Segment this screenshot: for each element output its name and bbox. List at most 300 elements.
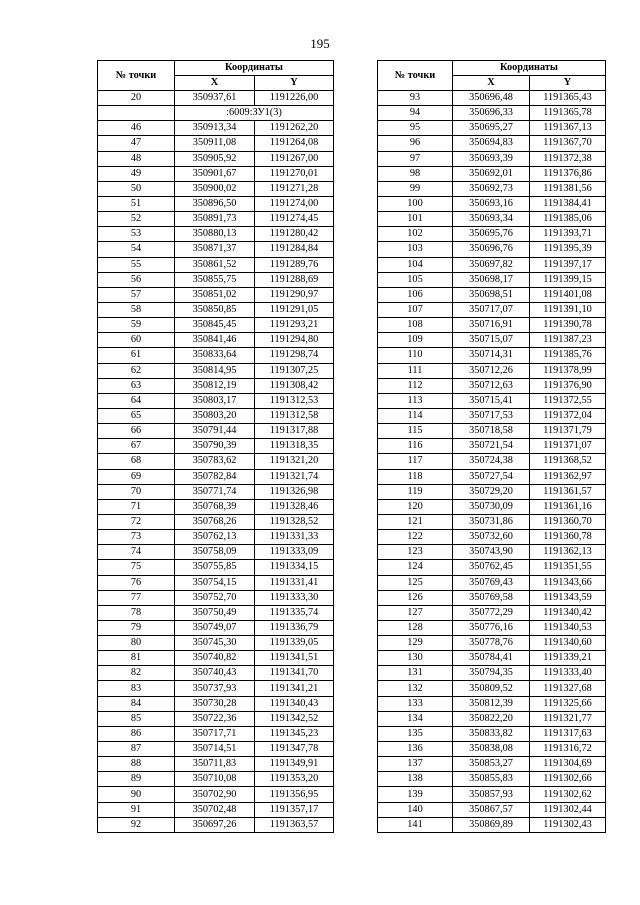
table-row: [378, 257, 606, 272]
table-row: [378, 242, 606, 257]
point-number-cell: 65: [98, 408, 175, 423]
table-row: [378, 393, 606, 408]
table-row: [98, 121, 334, 136]
y-coordinate-cell: 1191341,70: [255, 666, 334, 681]
x-coordinate-cell: 350869,89: [453, 817, 530, 832]
x-coordinate-cell: 350697,26: [175, 817, 255, 832]
point-number-header: № точки: [378, 61, 453, 91]
y-coordinate-cell: 1191361,57: [530, 484, 606, 499]
x-coordinate-cell: 350693,39: [453, 151, 530, 166]
x-coordinate-cell: 350712,26: [453, 363, 530, 378]
point-number-cell: 78: [98, 605, 175, 620]
point-number-cell: 103: [378, 242, 453, 257]
page-number: 195: [310, 36, 330, 51]
point-number-cell: 126: [378, 590, 453, 605]
table-row: [378, 560, 606, 575]
table-row: [378, 151, 606, 166]
y-coordinate-cell: 1191288,69: [255, 272, 334, 287]
y-coordinate-cell: 1191347,78: [255, 742, 334, 757]
y-coordinate-cell: 1191391,10: [530, 302, 606, 317]
x-coordinate-cell: 350871,37: [175, 242, 255, 257]
x-coordinate-cell: 350693,34: [453, 212, 530, 227]
table-row: [98, 227, 334, 242]
y-coordinate-cell: 1191340,53: [530, 620, 606, 635]
y-coordinate-cell: 1191341,51: [255, 651, 334, 666]
x-coordinate-cell: 350905,92: [175, 151, 255, 166]
point-number-cell: 72: [98, 514, 175, 529]
point-number-cell: 132: [378, 681, 453, 696]
table-row: [378, 817, 606, 832]
y-coordinate-cell: 1191376,90: [530, 378, 606, 393]
x-coordinate-cell: 350740,82: [175, 651, 255, 666]
y-coordinate-cell: 1191361,16: [530, 499, 606, 514]
table-row: [98, 772, 334, 787]
x-coordinate-cell: 350778,76: [453, 636, 530, 651]
table-row: [98, 408, 334, 423]
table-row: [378, 530, 606, 545]
table-row: [378, 742, 606, 757]
point-number-cell: 93: [378, 91, 453, 106]
point-number-header: № точки: [98, 61, 175, 91]
y-coordinate-cell: 1191339,21: [530, 651, 606, 666]
point-number-cell: 76: [98, 575, 175, 590]
table-row: [98, 817, 334, 832]
y-coordinate-cell: 1191401,08: [530, 287, 606, 302]
x-coordinate-cell: 350851,02: [175, 287, 255, 302]
point-number-cell: 137: [378, 757, 453, 772]
x-coordinate-cell: 350755,85: [175, 560, 255, 575]
x-coordinate-cell: 350841,46: [175, 333, 255, 348]
table-row: [378, 318, 606, 333]
y-coordinate-cell: 1191390,78: [530, 318, 606, 333]
point-number-cell: 100: [378, 196, 453, 211]
point-number-cell: 81: [98, 651, 175, 666]
y-coordinate-cell: 1191340,43: [255, 696, 334, 711]
table-row: [378, 227, 606, 242]
table-row: [98, 560, 334, 575]
x-coordinate-cell: 350838,08: [453, 742, 530, 757]
y-coordinate-cell: 1191335,74: [255, 605, 334, 620]
point-number-cell: 122: [378, 530, 453, 545]
parcel-id-cell: :6009:ЗУ1(3): [175, 106, 334, 121]
y-coordinate-cell: 1191365,78: [530, 106, 606, 121]
table-row: [378, 605, 606, 620]
point-number-cell: 114: [378, 408, 453, 423]
x-coordinate-cell: 350790,39: [175, 439, 255, 454]
point-number-cell: 55: [98, 257, 175, 272]
x-coordinate-cell: 350812,19: [175, 378, 255, 393]
x-coordinate-cell: 350855,83: [453, 772, 530, 787]
point-number-cell: 136: [378, 742, 453, 757]
point-number-cell: 69: [98, 469, 175, 484]
x-coordinate-cell: 350711,83: [175, 757, 255, 772]
table-row: [98, 530, 334, 545]
table-row: [98, 636, 334, 651]
y-coordinate-cell: 1191284,84: [255, 242, 334, 257]
point-number-cell: 85: [98, 711, 175, 726]
point-number-cell: 138: [378, 772, 453, 787]
point-number-cell: 92: [98, 817, 175, 832]
x-coordinate-cell: 350880,13: [175, 227, 255, 242]
point-number-cell: 109: [378, 333, 453, 348]
x-coordinate-cell: 350724,38: [453, 454, 530, 469]
table-row: [98, 151, 334, 166]
table-row: [378, 166, 606, 181]
y-coordinate-cell: 1191321,20: [255, 454, 334, 469]
x-coordinate-cell: 350694,83: [453, 136, 530, 151]
y-coordinate-cell: 1191226,00: [255, 91, 334, 106]
x-coordinate-cell: 350729,20: [453, 484, 530, 499]
table-row: [378, 666, 606, 681]
x-coordinate-cell: 350740,43: [175, 666, 255, 681]
point-number-cell: 108: [378, 318, 453, 333]
y-coordinate-cell: 1191363,57: [255, 817, 334, 832]
x-coordinate-cell: 350745,30: [175, 636, 255, 651]
point-number-cell: 139: [378, 787, 453, 802]
x-coordinate-cell: 350743,90: [453, 545, 530, 560]
table-row: [98, 272, 334, 287]
x-coordinate-cell: 350803,20: [175, 408, 255, 423]
y-coordinate-cell: 1191372,04: [530, 408, 606, 423]
table-row: [98, 242, 334, 257]
table-row: [378, 181, 606, 196]
y-coordinate-cell: 1191362,13: [530, 545, 606, 560]
y-coordinate-cell: 1191343,59: [530, 590, 606, 605]
point-number-cell: 53: [98, 227, 175, 242]
table-row: [378, 106, 606, 121]
table-row: [378, 333, 606, 348]
y-coordinate-cell: 1191385,76: [530, 348, 606, 363]
x-coordinate-cell: 350769,43: [453, 575, 530, 590]
point-number-cell: 77: [98, 590, 175, 605]
point-number-cell: 48: [98, 151, 175, 166]
y-coordinate-cell: 1191372,55: [530, 393, 606, 408]
table-row: [378, 363, 606, 378]
table-row: [98, 499, 334, 514]
table-row: [98, 545, 334, 560]
point-number-cell: 58: [98, 302, 175, 317]
table-row: [378, 91, 606, 106]
table-row: [98, 363, 334, 378]
point-number-cell: 60: [98, 333, 175, 348]
point-number-cell: 87: [98, 742, 175, 757]
table-row: [378, 424, 606, 439]
point-number-cell: 134: [378, 711, 453, 726]
point-number-cell: 118: [378, 469, 453, 484]
table-row: [378, 196, 606, 211]
x-coordinate-cell: 350857,93: [453, 787, 530, 802]
x-coordinate-cell: 350718,58: [453, 424, 530, 439]
x-coordinate-cell: 350803,17: [175, 393, 255, 408]
y-coordinate-cell: 1191345,23: [255, 726, 334, 741]
x-coordinate-cell: 350732,60: [453, 530, 530, 545]
table-row: [98, 318, 334, 333]
y-coordinate-cell: 1191368,52: [530, 454, 606, 469]
y-coordinate-cell: 1191360,78: [530, 530, 606, 545]
table-row: [378, 757, 606, 772]
x-coordinate-cell: 350714,51: [175, 742, 255, 757]
x-coordinate-cell: 350750,49: [175, 605, 255, 620]
x-coordinate-cell: 350692,73: [453, 181, 530, 196]
point-number-cell: 88: [98, 757, 175, 772]
y-coordinate-cell: 1191387,23: [530, 333, 606, 348]
x-coordinate-cell: 350714,31: [453, 348, 530, 363]
point-number-cell: 140: [378, 802, 453, 817]
x-coordinate-cell: 350913,34: [175, 121, 255, 136]
x-coordinate-cell: 350695,76: [453, 227, 530, 242]
x-coordinate-cell: 350737,93: [175, 681, 255, 696]
y-coordinate-cell: 1191362,97: [530, 469, 606, 484]
x-coordinate-cell: 350845,45: [175, 318, 255, 333]
coordinates-table-right: [377, 60, 606, 833]
x-coordinate-cell: 350715,41: [453, 393, 530, 408]
point-number-cell: 46: [98, 121, 175, 136]
x-coordinate-cell: 350861,52: [175, 257, 255, 272]
y-coordinate-cell: 1191393,71: [530, 227, 606, 242]
table-row: [98, 302, 334, 317]
point-number-cell: 116: [378, 439, 453, 454]
x-coordinate-cell: 350771,74: [175, 484, 255, 499]
table-row: [98, 605, 334, 620]
x-coordinate-cell: 350762,45: [453, 560, 530, 575]
y-coordinate-cell: 1191304,69: [530, 757, 606, 772]
y-coordinate-cell: 1191340,42: [530, 605, 606, 620]
table-row: [378, 439, 606, 454]
table-row: [98, 484, 334, 499]
point-number-cell: 99: [378, 181, 453, 196]
y-coordinate-cell: 1191333,30: [255, 590, 334, 605]
x-coordinate-cell: 350752,70: [175, 590, 255, 605]
y-coordinate-cell: 1191365,43: [530, 91, 606, 106]
y-coordinate-cell: 1191367,13: [530, 121, 606, 136]
y-coordinate-cell: 1191371,07: [530, 439, 606, 454]
table-row: [378, 590, 606, 605]
point-number-cell: 125: [378, 575, 453, 590]
point-number-cell: 111: [378, 363, 453, 378]
table-row: [378, 408, 606, 423]
table-row: [378, 499, 606, 514]
x-coordinate-cell: 350867,57: [453, 802, 530, 817]
point-number-cell: 113: [378, 393, 453, 408]
x-coordinate-cell: 350712,63: [453, 378, 530, 393]
x-coordinate-cell: 350911,08: [175, 136, 255, 151]
y-coordinate-cell: 1191381,56: [530, 181, 606, 196]
x-coordinate-cell: 350769,58: [453, 590, 530, 605]
y-coordinate-cell: 1191302,43: [530, 817, 606, 832]
point-number-cell: 117: [378, 454, 453, 469]
y-coordinate-cell: 1191376,86: [530, 166, 606, 181]
table-row: [98, 711, 334, 726]
y-coordinate-cell: 1191371,79: [530, 424, 606, 439]
y-coordinate-cell: 1191340,60: [530, 636, 606, 651]
y-coordinate-cell: 1191372,38: [530, 151, 606, 166]
x-coordinate-cell: 350776,16: [453, 620, 530, 635]
x-coordinate-cell: 350692,01: [453, 166, 530, 181]
table-row: [378, 575, 606, 590]
point-number-cell: 127: [378, 605, 453, 620]
table-section-row: [98, 106, 334, 121]
y-coordinate-cell: 1191385,06: [530, 212, 606, 227]
point-number-cell: 119: [378, 484, 453, 499]
point-number-cell: 84: [98, 696, 175, 711]
point-number-cell: 135: [378, 726, 453, 741]
y-coordinate-cell: 1191351,55: [530, 560, 606, 575]
y-coordinate-cell: 1191356,95: [255, 787, 334, 802]
x-coordinate-cell: 350833,64: [175, 348, 255, 363]
coordinates-header: Координаты: [453, 61, 606, 76]
table-row: [98, 666, 334, 681]
point-number-cell: 89: [98, 772, 175, 787]
x-coordinate-cell: 350730,09: [453, 499, 530, 514]
table-row: [98, 378, 334, 393]
y-coordinate-cell: 1191378,99: [530, 363, 606, 378]
y-coordinate-cell: 1191291,05: [255, 302, 334, 317]
table-row: [378, 726, 606, 741]
table-row: [98, 454, 334, 469]
table-body-right: [378, 91, 606, 833]
point-number-cell: 141: [378, 817, 453, 832]
table-row: [98, 393, 334, 408]
y-coordinate-cell: 1191280,42: [255, 227, 334, 242]
table-row: [98, 333, 334, 348]
point-number-cell: 82: [98, 666, 175, 681]
y-coordinate-cell: 1191270,01: [255, 166, 334, 181]
point-number-cell: 75: [98, 560, 175, 575]
x-column-header: X: [175, 76, 255, 91]
point-number-cell: 49: [98, 166, 175, 181]
x-coordinate-cell: 350794,35: [453, 666, 530, 681]
x-coordinate-cell: 350693,16: [453, 196, 530, 211]
y-coordinate-cell: 1191298,74: [255, 348, 334, 363]
point-number-cell: 47: [98, 136, 175, 151]
x-coordinate-cell: 350812,39: [453, 696, 530, 711]
x-coordinate-cell: 350702,48: [175, 802, 255, 817]
point-number-cell: 70: [98, 484, 175, 499]
x-coordinate-cell: 350717,71: [175, 726, 255, 741]
table-row: [98, 166, 334, 181]
table-row: [378, 620, 606, 635]
y-coordinate-cell: 1191349,91: [255, 757, 334, 772]
table-body-left: [98, 91, 334, 833]
point-number-cell: 104: [378, 257, 453, 272]
y-coordinate-cell: 1191326,98: [255, 484, 334, 499]
x-coordinate-cell: 350900,02: [175, 181, 255, 196]
table-row: [98, 787, 334, 802]
point-number-cell: 68: [98, 454, 175, 469]
x-coordinate-cell: 350722,36: [175, 711, 255, 726]
table-row: [378, 287, 606, 302]
y-coordinate-cell: 1191328,52: [255, 514, 334, 529]
table-row: [98, 514, 334, 529]
x-coordinate-cell: 350937,61: [175, 91, 255, 106]
table-row: [98, 757, 334, 772]
x-coordinate-cell: 350696,33: [453, 106, 530, 121]
point-number-cell: 80: [98, 636, 175, 651]
table-row: [378, 212, 606, 227]
point-number-cell: 57: [98, 287, 175, 302]
table-row: [98, 742, 334, 757]
table-row: [98, 651, 334, 666]
point-number-cell: 64: [98, 393, 175, 408]
point-number-cell: 56: [98, 272, 175, 287]
x-coordinate-cell: 350749,07: [175, 620, 255, 635]
table-row: [378, 636, 606, 651]
y-coordinate-cell: 1191302,62: [530, 787, 606, 802]
x-coordinate-cell: 350850,85: [175, 302, 255, 317]
x-coordinate-cell: 350896,50: [175, 196, 255, 211]
x-coordinate-cell: 350772,29: [453, 605, 530, 620]
y-coordinate-cell: 1191341,21: [255, 681, 334, 696]
table-row: [98, 439, 334, 454]
y-coordinate-cell: 1191271,28: [255, 181, 334, 196]
point-number-cell: 66: [98, 424, 175, 439]
point-number-cell: 94: [378, 106, 453, 121]
y-coordinate-cell: 1191264,08: [255, 136, 334, 151]
table-row: [378, 545, 606, 560]
x-coordinate-cell: 350768,39: [175, 499, 255, 514]
y-coordinate-cell: 1191353,20: [255, 772, 334, 787]
point-number-cell: 130: [378, 651, 453, 666]
point-number-cell: 120: [378, 499, 453, 514]
point-number-cell: 86: [98, 726, 175, 741]
table-row: [98, 802, 334, 817]
table-row: [98, 424, 334, 439]
x-coordinate-cell: 350717,07: [453, 302, 530, 317]
x-coordinate-cell: 350716,91: [453, 318, 530, 333]
table-row: [378, 772, 606, 787]
x-coordinate-cell: 350814,95: [175, 363, 255, 378]
point-number-cell: 96: [378, 136, 453, 151]
table-row: [98, 257, 334, 272]
y-coordinate-cell: 1191317,88: [255, 424, 334, 439]
table-row: [378, 802, 606, 817]
table-row: [378, 272, 606, 287]
y-coordinate-cell: 1191399,15: [530, 272, 606, 287]
x-coordinate-cell: 350698,51: [453, 287, 530, 302]
x-coordinate-cell: 350901,67: [175, 166, 255, 181]
x-coordinate-cell: 350758,09: [175, 545, 255, 560]
point-number-cell: 62: [98, 363, 175, 378]
x-coordinate-cell: 350762,13: [175, 530, 255, 545]
y-coordinate-cell: 1191302,66: [530, 772, 606, 787]
point-number-cell: [98, 106, 175, 121]
x-column-header: X: [453, 76, 530, 91]
table-row: [378, 121, 606, 136]
point-number-cell: 128: [378, 620, 453, 635]
x-coordinate-cell: 350717,53: [453, 408, 530, 423]
y-coordinate-cell: 1191331,33: [255, 530, 334, 545]
point-number-cell: 115: [378, 424, 453, 439]
y-coordinate-cell: 1191331,41: [255, 575, 334, 590]
table-row: [98, 136, 334, 151]
y-coordinate-cell: 1191312,58: [255, 408, 334, 423]
point-number-cell: 20: [98, 91, 175, 106]
table-row: [98, 196, 334, 211]
x-coordinate-cell: 350768,26: [175, 514, 255, 529]
y-coordinate-cell: 1191321,77: [530, 711, 606, 726]
x-coordinate-cell: 350730,28: [175, 696, 255, 711]
x-coordinate-cell: 350754,15: [175, 575, 255, 590]
y-coordinate-cell: 1191267,00: [255, 151, 334, 166]
point-number-cell: 91: [98, 802, 175, 817]
y-coordinate-cell: 1191308,42: [255, 378, 334, 393]
y-coordinate-cell: 1191316,72: [530, 742, 606, 757]
y-coordinate-cell: 1191336,79: [255, 620, 334, 635]
point-number-cell: 63: [98, 378, 175, 393]
x-coordinate-cell: 350731,86: [453, 514, 530, 529]
point-number-cell: 112: [378, 378, 453, 393]
table-row: [378, 469, 606, 484]
